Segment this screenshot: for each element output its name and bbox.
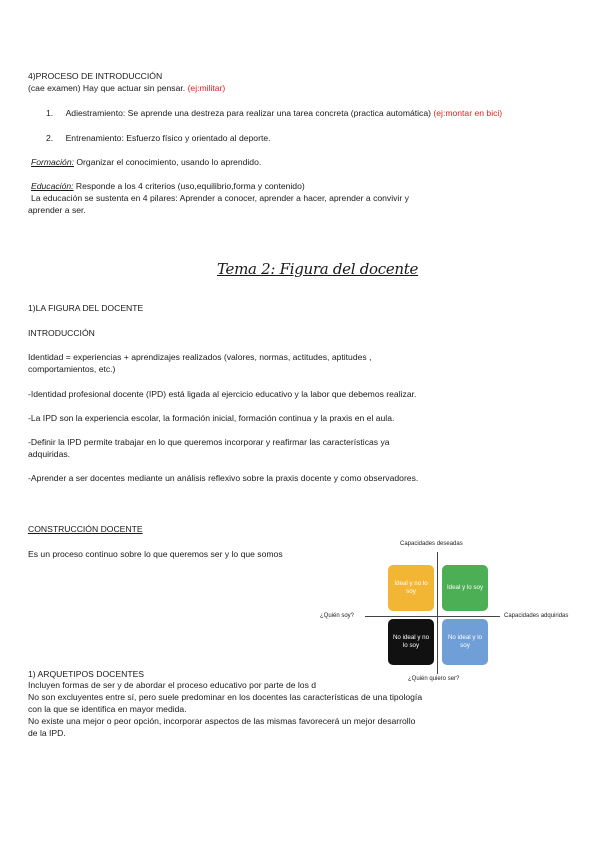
axis-label-top: Capacidades deseadas bbox=[400, 541, 463, 547]
section-heading: 4)PROCESO DE INTRODUCCIÓN bbox=[28, 71, 163, 81]
term-text: Responde a los 4 criterios (uso,equilibrio,forma y contenido) bbox=[73, 181, 305, 191]
horizontal-axis bbox=[365, 616, 500, 617]
quadrant-ideal-soy bbox=[442, 565, 488, 611]
axis-label-bottom: ¿Quién quiero ser? bbox=[408, 676, 460, 682]
paragraph-line: comportamientos, etc.) bbox=[28, 364, 116, 374]
section-line bbox=[28, 83, 225, 94]
page-title: Tema 2: Figura del docente bbox=[217, 260, 419, 278]
paragraph-line: -Definir la IPD permite trabajar en lo que queremos incorporar y reafirmar las características ya bbox=[28, 437, 390, 447]
axis-label-right: Capacidades adquiridas bbox=[504, 613, 569, 619]
paragraph-line: Es un proceso continuo sobre lo que queremos ser y lo que somos bbox=[28, 549, 283, 559]
paragraph-line: Incluyen formas de ser y de abordar el proceso educativo por parte de los d bbox=[28, 680, 317, 690]
term-text: Organizar el conocimiento, usando lo aprendido. bbox=[73, 157, 262, 167]
list-text: Adiestramiento: Se aprende una destreza para realizar una tarea concreta (practica automática) bbox=[65, 108, 431, 118]
vertical-axis bbox=[437, 552, 438, 674]
list-number: 2. bbox=[46, 133, 54, 143]
paragraph-line: de la IPD. bbox=[28, 728, 66, 738]
paragraph-line: con la que se identifica en mayor medida. bbox=[28, 704, 187, 714]
axis-label-left: ¿Quién soy? bbox=[320, 613, 355, 619]
paragraph-line: -Aprender a ser docentes mediante un análisis reflexivo sobre la praxis docente y como observadores. bbox=[28, 473, 419, 483]
quadrant-label: No ideal y no lo soy bbox=[392, 634, 430, 649]
paragraph-line: -La IPD son la experiencia escolar, la formación inicial, formación continua y la praxis en el aula. bbox=[28, 413, 395, 423]
line-text: (cae examen) Hay que actuar sin pensar. bbox=[28, 83, 186, 93]
quadrant-no-ideal-soy bbox=[442, 619, 488, 665]
educacion-line bbox=[31, 181, 305, 192]
term-label: Educación: bbox=[31, 181, 74, 191]
list-number: 1. bbox=[46, 108, 54, 118]
quadrant-no-ideal-no-soy bbox=[388, 619, 434, 665]
section-heading: CONSTRUCCIÓN DOCENTE bbox=[28, 524, 143, 534]
paragraph-line: -Identidad profesional docente (IPD) está ligada al ejercicio educativo y la labor que debemos realizar. bbox=[28, 389, 417, 399]
list-text: Entrenamiento: Esfuerzo físico y orientado al deporte. bbox=[65, 133, 271, 143]
subheading: INTRODUCCIÓN bbox=[28, 328, 95, 338]
section-heading: 1) ARQUETIPOS DOCENTES bbox=[28, 669, 145, 679]
paragraph-line: La educación se sustenta en 4 pilares: Aprender a conocer, aprender a hacer, aprender a convivir y bbox=[31, 193, 409, 203]
quadrant-label: Ideal y lo soy bbox=[446, 584, 484, 592]
paragraph-line: Identidad = experiencias + aprendizajes realizados (valores, normas, actitudes, aptitudes , bbox=[28, 352, 372, 362]
example-note: (ej:montar en bici) bbox=[433, 108, 503, 118]
formacion-line bbox=[31, 157, 261, 168]
quadrant-label: No ideal y lo soy bbox=[447, 634, 483, 649]
quadrant-diagram bbox=[320, 538, 580, 688]
section-heading: 1)LA FIGURA DEL DOCENTE bbox=[28, 303, 144, 313]
quadrant-label: Ideal y no lo soy bbox=[394, 580, 428, 595]
example-note: (ej:militar) bbox=[187, 83, 226, 93]
paragraph-line: No son excluyentes entre sí, pero suele predominar en los docentes las características de una tipología bbox=[28, 692, 423, 702]
quadrant-ideal-no-soy bbox=[388, 565, 434, 611]
paragraph-line: No existe una mejor o peor opción, incorporar aspectos de las mismas favorecerá un mejor desarrollo bbox=[28, 716, 416, 726]
paragraph-line: adquiridas. bbox=[28, 449, 71, 459]
list-item bbox=[46, 133, 271, 144]
term-label: Formación: bbox=[31, 157, 74, 167]
paragraph-line: aprender a ser. bbox=[28, 205, 86, 215]
list-item bbox=[46, 108, 502, 119]
